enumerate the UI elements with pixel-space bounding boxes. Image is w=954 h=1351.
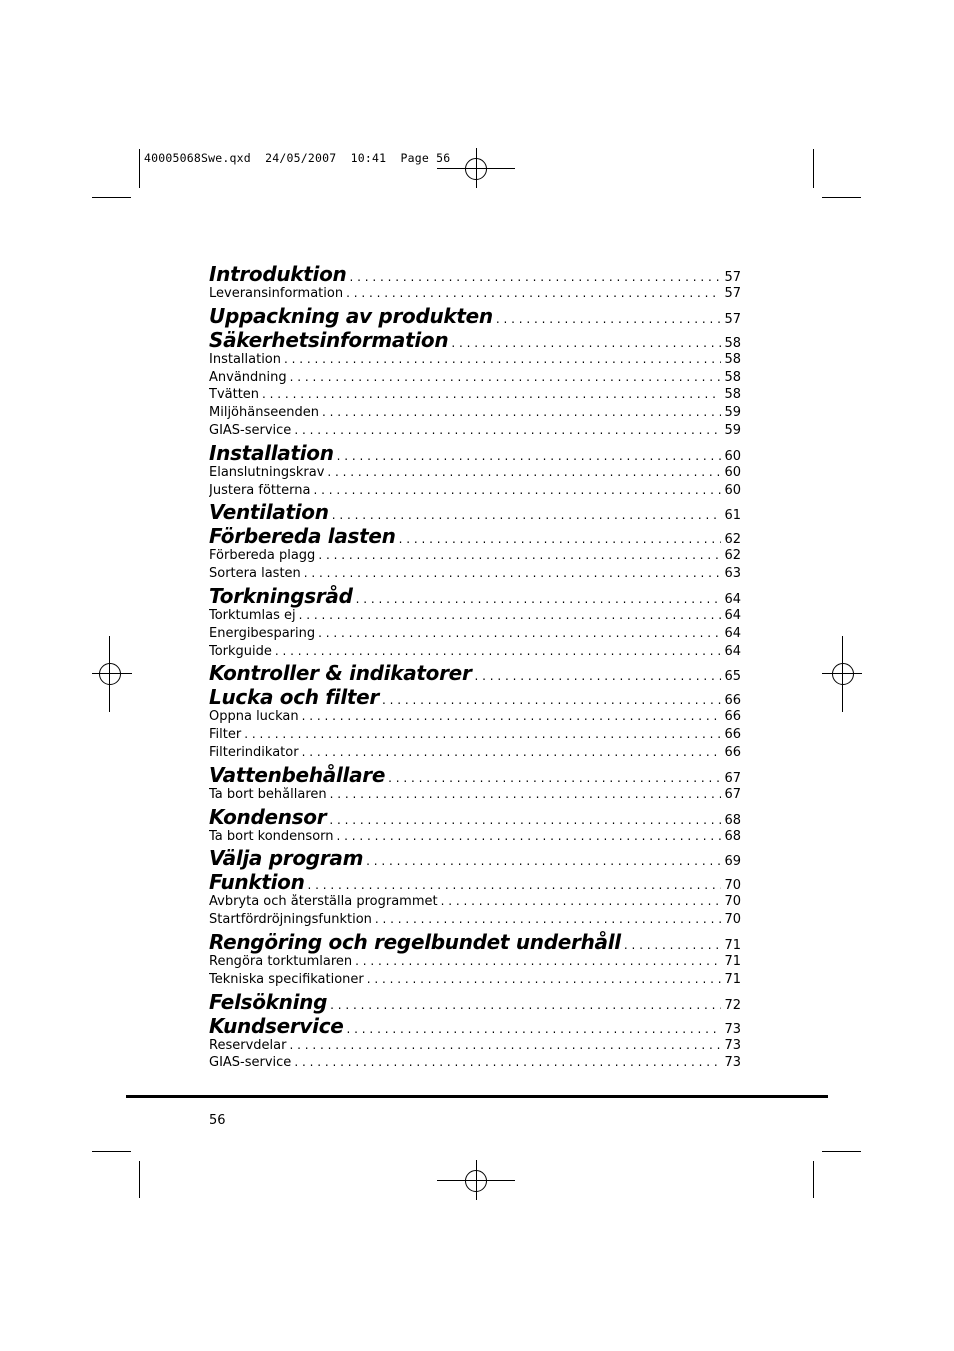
toc-page-number: 68 [724,812,741,828]
toc-page-number: 64 [724,625,741,641]
toc-heading-entry [209,262,741,286]
toc-label: Energibesparing [209,625,316,641]
toc-leader-dots [356,592,722,606]
toc-leader-dots [355,954,721,968]
toc-label: Elanslutningskrav [209,464,325,480]
toc-label: Startfördröjningsfunktion [209,912,372,928]
toc-leader-dots [475,669,722,683]
toc-label: Förbereda plagg [209,548,316,564]
toc-leader-dots [289,1038,721,1052]
crop-mark [813,149,814,188]
toc-page-number: 65 [724,669,741,685]
toc-leader-dots [262,387,721,401]
crop-mark [92,1151,131,1152]
toc-leader-dots [302,745,722,759]
toc-subentry [209,608,741,626]
toc-label: Installation [209,440,334,465]
toc-leader-dots [294,423,721,437]
toc-leader-dots [299,608,722,622]
toc-page-number: 66 [724,709,741,725]
toc-heading-entry [209,500,741,524]
toc-page-number: 63 [724,566,741,582]
toc-leader-dots [367,972,722,986]
toc-page-number: 71 [724,971,741,987]
toc-leader-dots [318,548,721,562]
toc-heading-entry [209,1014,741,1038]
toc-leader-dots [346,286,721,300]
crop-mark [822,1151,861,1152]
toc-subentry [209,709,741,727]
registration-mark-icon [832,663,854,685]
footer-rule [126,1095,828,1098]
toc-page-number: 66 [724,744,741,760]
toc-subentry [209,1038,741,1056]
toc-page-number: 60 [724,464,741,480]
toc-subentry [209,644,741,662]
registration-mark-line [92,673,132,674]
toc-page-number: 69 [724,854,741,870]
toc-heading-entry [209,584,741,608]
toc-page-number: 62 [724,548,741,564]
toc-page-number: 73 [724,1055,741,1071]
toc-leader-dots [313,483,721,497]
toc-page-number: 70 [724,912,741,928]
toc-leader-dots [304,566,722,580]
toc-heading-entry [209,990,741,1014]
table-of-contents [209,262,741,1073]
toc-label: Ta bort behållaren [209,786,327,802]
toc-subentry [209,286,741,304]
toc-page-number: 73 [724,1021,741,1037]
toc-page-number: 58 [724,335,741,351]
toc-leader-dots [399,532,722,546]
toc-page-number: 57 [724,270,741,285]
toc-page-number: 67 [724,770,741,786]
toc-heading-entry [209,328,741,352]
crop-mark [822,197,861,198]
toc-page-number: 66 [724,693,741,709]
toc-leader-dots [318,626,721,640]
registration-mark-line [109,636,110,712]
toc-leader-dots [375,912,722,926]
crop-mark [139,149,140,188]
crop-mark [92,197,131,198]
toc-page-number: 64 [724,643,741,659]
toc-page-number: 64 [724,607,741,623]
toc-label: Ta bort kondensorn [209,828,334,844]
toc-label: Introduktion [209,262,347,286]
toc-page-number: 60 [724,448,741,464]
toc-subentry [209,370,741,388]
toc-heading-entry [209,441,741,465]
toc-label: Reservdelar [209,1037,287,1053]
crop-mark [139,1161,140,1198]
toc-label: GIAS-service [209,1055,292,1071]
toc-page-number: 60 [724,482,741,498]
toc-leader-dots [330,998,721,1012]
toc-leader-dots [496,312,722,326]
toc-subentry [209,894,741,912]
toc-page-number: 64 [724,591,741,607]
toc-leader-dots [294,1055,721,1069]
toc-subentry [209,626,741,644]
toc-page-number: 58 [724,351,741,367]
toc-leader-dots [388,771,721,785]
toc-heading-entry [209,846,741,870]
registration-mark-line [476,148,477,188]
toc-label: Ventilation [209,500,329,525]
toc-page-number: 70 [724,878,741,894]
toc-leader-dots [337,449,722,463]
toc-heading-entry [209,930,741,954]
toc-leader-dots [308,878,722,892]
registration-mark-line [476,1160,477,1200]
toc-label: Välja program [209,846,364,871]
toc-subentry [209,727,741,745]
toc-label: Öppna luckan [209,709,299,725]
toc-page-number: 68 [724,828,741,844]
toc-label: Installation [209,351,282,367]
toc-subentry [209,387,741,405]
toc-label: Vattenbehållare [209,762,386,787]
toc-subentry [209,745,741,763]
toc-subentry [209,465,741,483]
toc-page-number: 59 [724,405,741,421]
toc-page-number: 57 [724,286,741,301]
toc-leader-dots [337,829,722,843]
toc-heading-entry [209,805,741,829]
toc-leader-dots [441,894,722,908]
toc-leader-dots [244,727,721,741]
toc-label: Användning [209,369,287,385]
toc-leader-dots [275,644,722,658]
toc-page-number: 58 [724,369,741,385]
toc-leader-dots [451,336,721,350]
registration-mark-line [842,636,843,712]
page-number: 56 [209,1113,226,1128]
toc-label: Justera fötterna [209,482,311,498]
toc-leader-dots [366,854,721,868]
toc-label: Sortera lasten [209,566,301,582]
toc-subentry [209,566,741,584]
toc-subentry [209,548,741,566]
toc-page-number: 59 [724,422,741,438]
toc-label: Rengöring och regelbundet underhåll [209,929,621,954]
toc-page-number: 57 [724,311,741,327]
toc-leader-dots [330,787,722,801]
toc-label: Rengöra torktumlaren [209,953,353,969]
toc-label: Funktion [209,870,305,895]
toc-subentry [209,954,741,972]
toc-subentry [209,352,741,370]
toc-label: Leveransinformation [209,286,344,301]
toc-label: Torkguide [209,643,272,659]
print-slug: 40005068Swe.qxd 24/05/2007 10:41 Page 56 [144,151,451,165]
toc-leader-dots [302,709,722,723]
toc-subentry [209,912,741,930]
toc-page-number: 67 [724,786,741,802]
toc-subentry [209,405,741,423]
toc-subentry [209,787,741,805]
toc-subentry [209,829,741,847]
toc-page-number: 71 [724,937,741,953]
toc-label: Kundservice [209,1013,344,1038]
toc-leader-dots [382,693,721,707]
toc-label: Förbereda lasten [209,524,396,549]
toc-label: Miljöhänseenden [209,405,319,421]
toc-label: Säkerhetsinformation [209,327,449,352]
toc-label: Avbryta och återställa programmet [209,894,438,910]
toc-label: Tekniska specifikationer [209,971,364,987]
toc-heading-entry [209,304,741,328]
toc-leader-dots [290,370,722,384]
toc-page-number: 70 [724,894,741,910]
toc-page-number: 73 [724,1037,741,1053]
toc-subentry [209,423,741,441]
toc-label: Kondensor [209,804,327,829]
toc-label: Felsökning [209,989,328,1014]
toc-label: Torkningsråd [209,583,353,608]
toc-leader-dots [329,813,721,827]
toc-subentry [209,483,741,501]
toc-page-number: 72 [724,997,741,1013]
toc-heading-entry [209,870,741,894]
toc-label: Kontroller & indikatorer [209,661,472,686]
toc-heading-entry [209,763,741,787]
toc-label: GIAS-service [209,422,292,438]
crop-mark [813,1161,814,1198]
toc-heading-entry [209,524,741,548]
toc-leader-dots [327,465,721,479]
toc-heading-entry [209,661,741,685]
toc-label: Filterindikator [209,744,299,760]
registration-mark-icon [99,663,121,685]
toc-label: Tvätten [209,387,260,403]
toc-page-number: 71 [724,953,741,969]
toc-heading-entry [209,685,741,709]
toc-page-number: 61 [724,508,741,524]
toc-leader-dots [284,352,721,366]
toc-leader-dots [624,938,722,952]
toc-page-number: 66 [724,727,741,743]
toc-page-number: 62 [724,532,741,548]
toc-label: Uppackning av produkten [209,303,493,328]
toc-page-number: 58 [724,387,741,403]
toc-leader-dots [347,1022,722,1036]
toc-label: Lucka och filter [209,685,379,710]
toc-leader-dots [350,270,722,284]
toc-label: Filter [209,727,242,743]
toc-subentry [209,1055,741,1073]
toc-label: Torktumlas ej [209,607,296,623]
toc-subentry [209,972,741,990]
toc-leader-dots [332,508,722,522]
toc-leader-dots [322,405,722,419]
